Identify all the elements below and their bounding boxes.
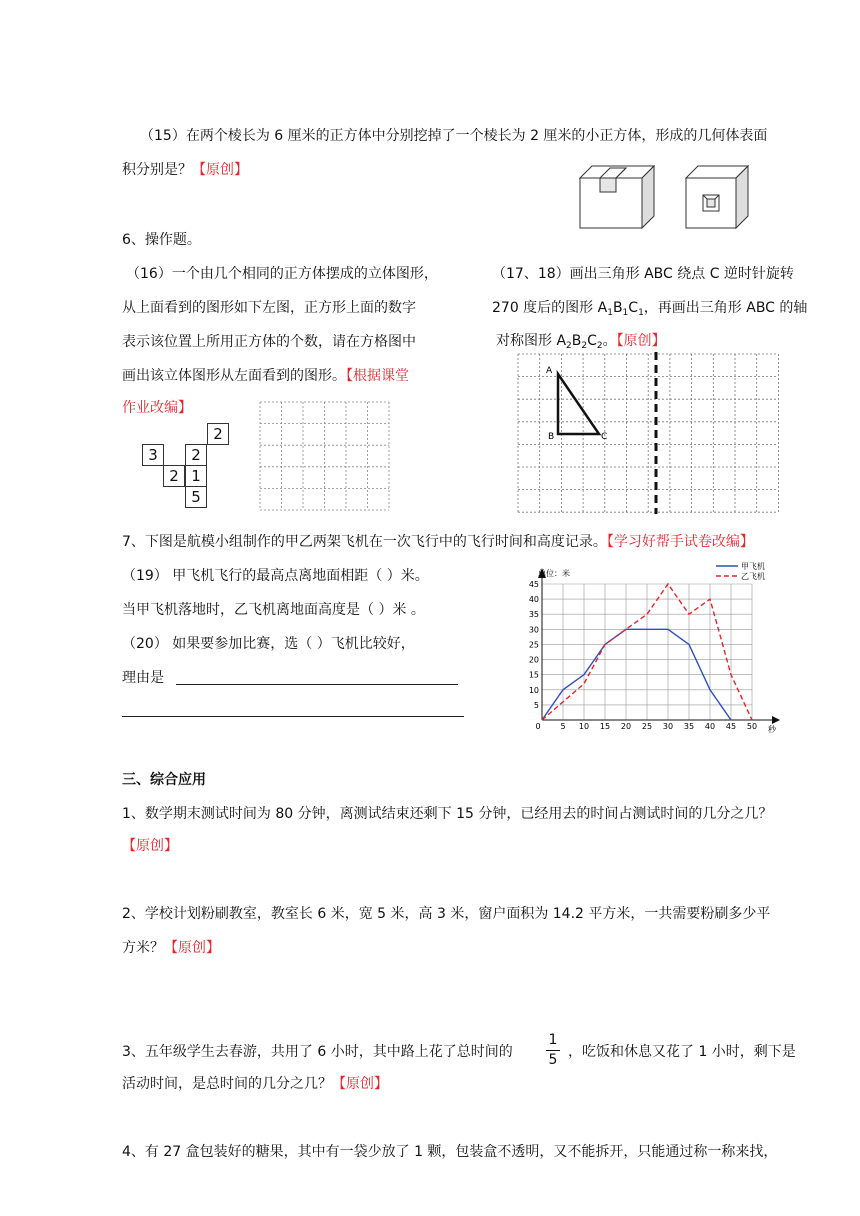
x-tick-label: 45 (725, 722, 737, 731)
y-tick-label: 35 (528, 610, 539, 620)
x-tick-label: 5 (560, 722, 566, 731)
x-tick-label: 35 (683, 722, 695, 731)
x-tick-label: 15 (599, 722, 611, 731)
cube-notched-corner (580, 166, 654, 228)
q20-line2: 理由是 (122, 670, 164, 686)
q16-line3: 表示该位置上所用正方体的个数，请在方格图中 (122, 334, 416, 350)
p4-line1: 4、有 27 盒包装好的糖果，其中有一袋少放了 1 颗，包装盒不透明，又不能拆开，只能通过称一称来找， (122, 1144, 778, 1160)
p2-line2: 方米？【原创】 (122, 940, 220, 956)
cube-center-hole (686, 166, 748, 228)
source-tag: 【原创】 (332, 1076, 388, 1092)
p1-tag: 【原创】 (122, 838, 178, 854)
x-tick-label: 10 (578, 722, 590, 731)
source-tag: 【原创】 (192, 162, 248, 178)
q16-line1: （16）一个由几个相同的正方体摆成的立体图形， (126, 266, 438, 282)
triangle-abc (558, 374, 599, 434)
top-view-cell: 5 (185, 486, 207, 508)
fraction-bar (546, 1050, 560, 1051)
x-axis-arrow (772, 716, 780, 724)
q7-heading: 7、下图是航模小组制作的甲乙两架飞机在一次飞行中的飞行时间和高度记录。【学习好帮手试卷改编】 (122, 534, 754, 550)
x-tick-label: 20 (620, 722, 632, 731)
y-tick-label: 30 (528, 625, 539, 635)
q20-line1: （20） 如果要参加比赛，选（ ）飞机比较好， (122, 636, 415, 652)
answer-line[interactable] (176, 684, 458, 685)
top-view-cell: 3 (142, 444, 164, 466)
label-c: C (601, 432, 608, 442)
q1718-line2: 270 度后的图形 $A_1B_1C_1$，再画出三角形 ABC 的轴 (492, 300, 808, 318)
q1718-line3: 对称图形 $A_2B_2C_2$。【原创】 (496, 333, 666, 351)
top-view-cell: 2 (163, 465, 185, 487)
section3-heading: 三、综合应用 (122, 772, 206, 788)
y-tick-label: 10 (528, 685, 539, 695)
q16-line4 (122, 366, 409, 386)
flight-altitude-chart (520, 560, 782, 736)
label-b: B (548, 432, 555, 442)
section6-heading: 6、操作题。 (122, 232, 201, 248)
drawing-grid-left[interactable] (258, 400, 392, 512)
top-view-cell: 2 (207, 423, 229, 445)
y-tick-label: 40 (528, 595, 539, 605)
top-view-cell: 1 (185, 465, 207, 487)
q19-line2: 当甲飞机落地时，乙飞机离地面高度是（ ）米 。 (122, 602, 425, 618)
q16-tag-cont: 作业改编】 (122, 400, 192, 416)
q15-line2 (122, 160, 248, 180)
p2-line1: 2、学校计划粉刷教室，教室长 6 米，宽 5 米，高 3 米，窗户面积为 14.2 平方米，一共需要粉刷多少平 (122, 906, 771, 922)
y-tick-label: 5 (533, 700, 539, 710)
x-tick-label: 25 (641, 722, 653, 731)
p3-line2: 活动时间，是总时间的几分之几？【原创】 (122, 1076, 388, 1092)
q19-line1: （19） 甲飞机飞行的最高点离地面相距（ ）米。 (122, 568, 429, 584)
x-axis-label: 秒 (768, 725, 776, 734)
q15-text: 积分别是？ (122, 162, 192, 178)
source-tag: 【学习好帮手试卷改编】 (606, 534, 754, 550)
x-tick-label: 50 (746, 722, 758, 731)
p1-line1: 1、数学期末测试时间为 80 分钟，离测试结束还剩下 15 分钟，已经用去的时间占测试时间的几分之几？ (122, 806, 773, 822)
x-tick-label: 30 (662, 722, 674, 731)
q1718-line1: （17、18）画出三角形 ABC 绕点 C 逆时针旋转 (492, 266, 794, 282)
label-a: A (546, 366, 553, 376)
y-tick-label: 15 (528, 670, 539, 680)
y-tick-label: 25 (528, 640, 539, 650)
top-view-cell: 2 (185, 444, 207, 466)
source-tag: 【原创】 (616, 333, 666, 349)
source-tag: 【根据课堂 (346, 368, 409, 384)
y-tick-label: 45 (528, 580, 539, 589)
cube-figures (576, 162, 766, 232)
source-tag: 【原创】 (164, 940, 220, 956)
y-axis-label: 单位：米 (538, 569, 570, 578)
q15-line1: （15）在两个棱长为 6 厘米的正方体中分别挖掉了一个棱长为 2 厘米的小正方体，形成的几何体表面 (140, 128, 768, 144)
x-tick-label: 40 (704, 722, 716, 731)
y-tick-label: 20 (528, 655, 539, 665)
legend-label: 乙飞机 (741, 572, 765, 581)
fraction-numerator: 1 (548, 1032, 558, 1048)
x-tick-label: 0 (535, 722, 541, 731)
q16-text: 画出该立体图形从左面看到的图形。 (122, 368, 346, 384)
legend-label: 甲飞机 (741, 562, 765, 571)
q16-line2: 从上面看到的图形如下左图，正方形上面的数字 (122, 300, 416, 316)
p3-line1a: 3、五年级学生去春游，共用了 6 小时，其中路上花了总时间的 (122, 1044, 513, 1060)
answer-line[interactable] (122, 716, 464, 717)
p3-line1b: ，吃饭和休息又花了 1 小时，剩下是 (568, 1044, 796, 1060)
triangle-grid[interactable] (516, 352, 782, 514)
fraction-denominator: 5 (548, 1052, 558, 1068)
